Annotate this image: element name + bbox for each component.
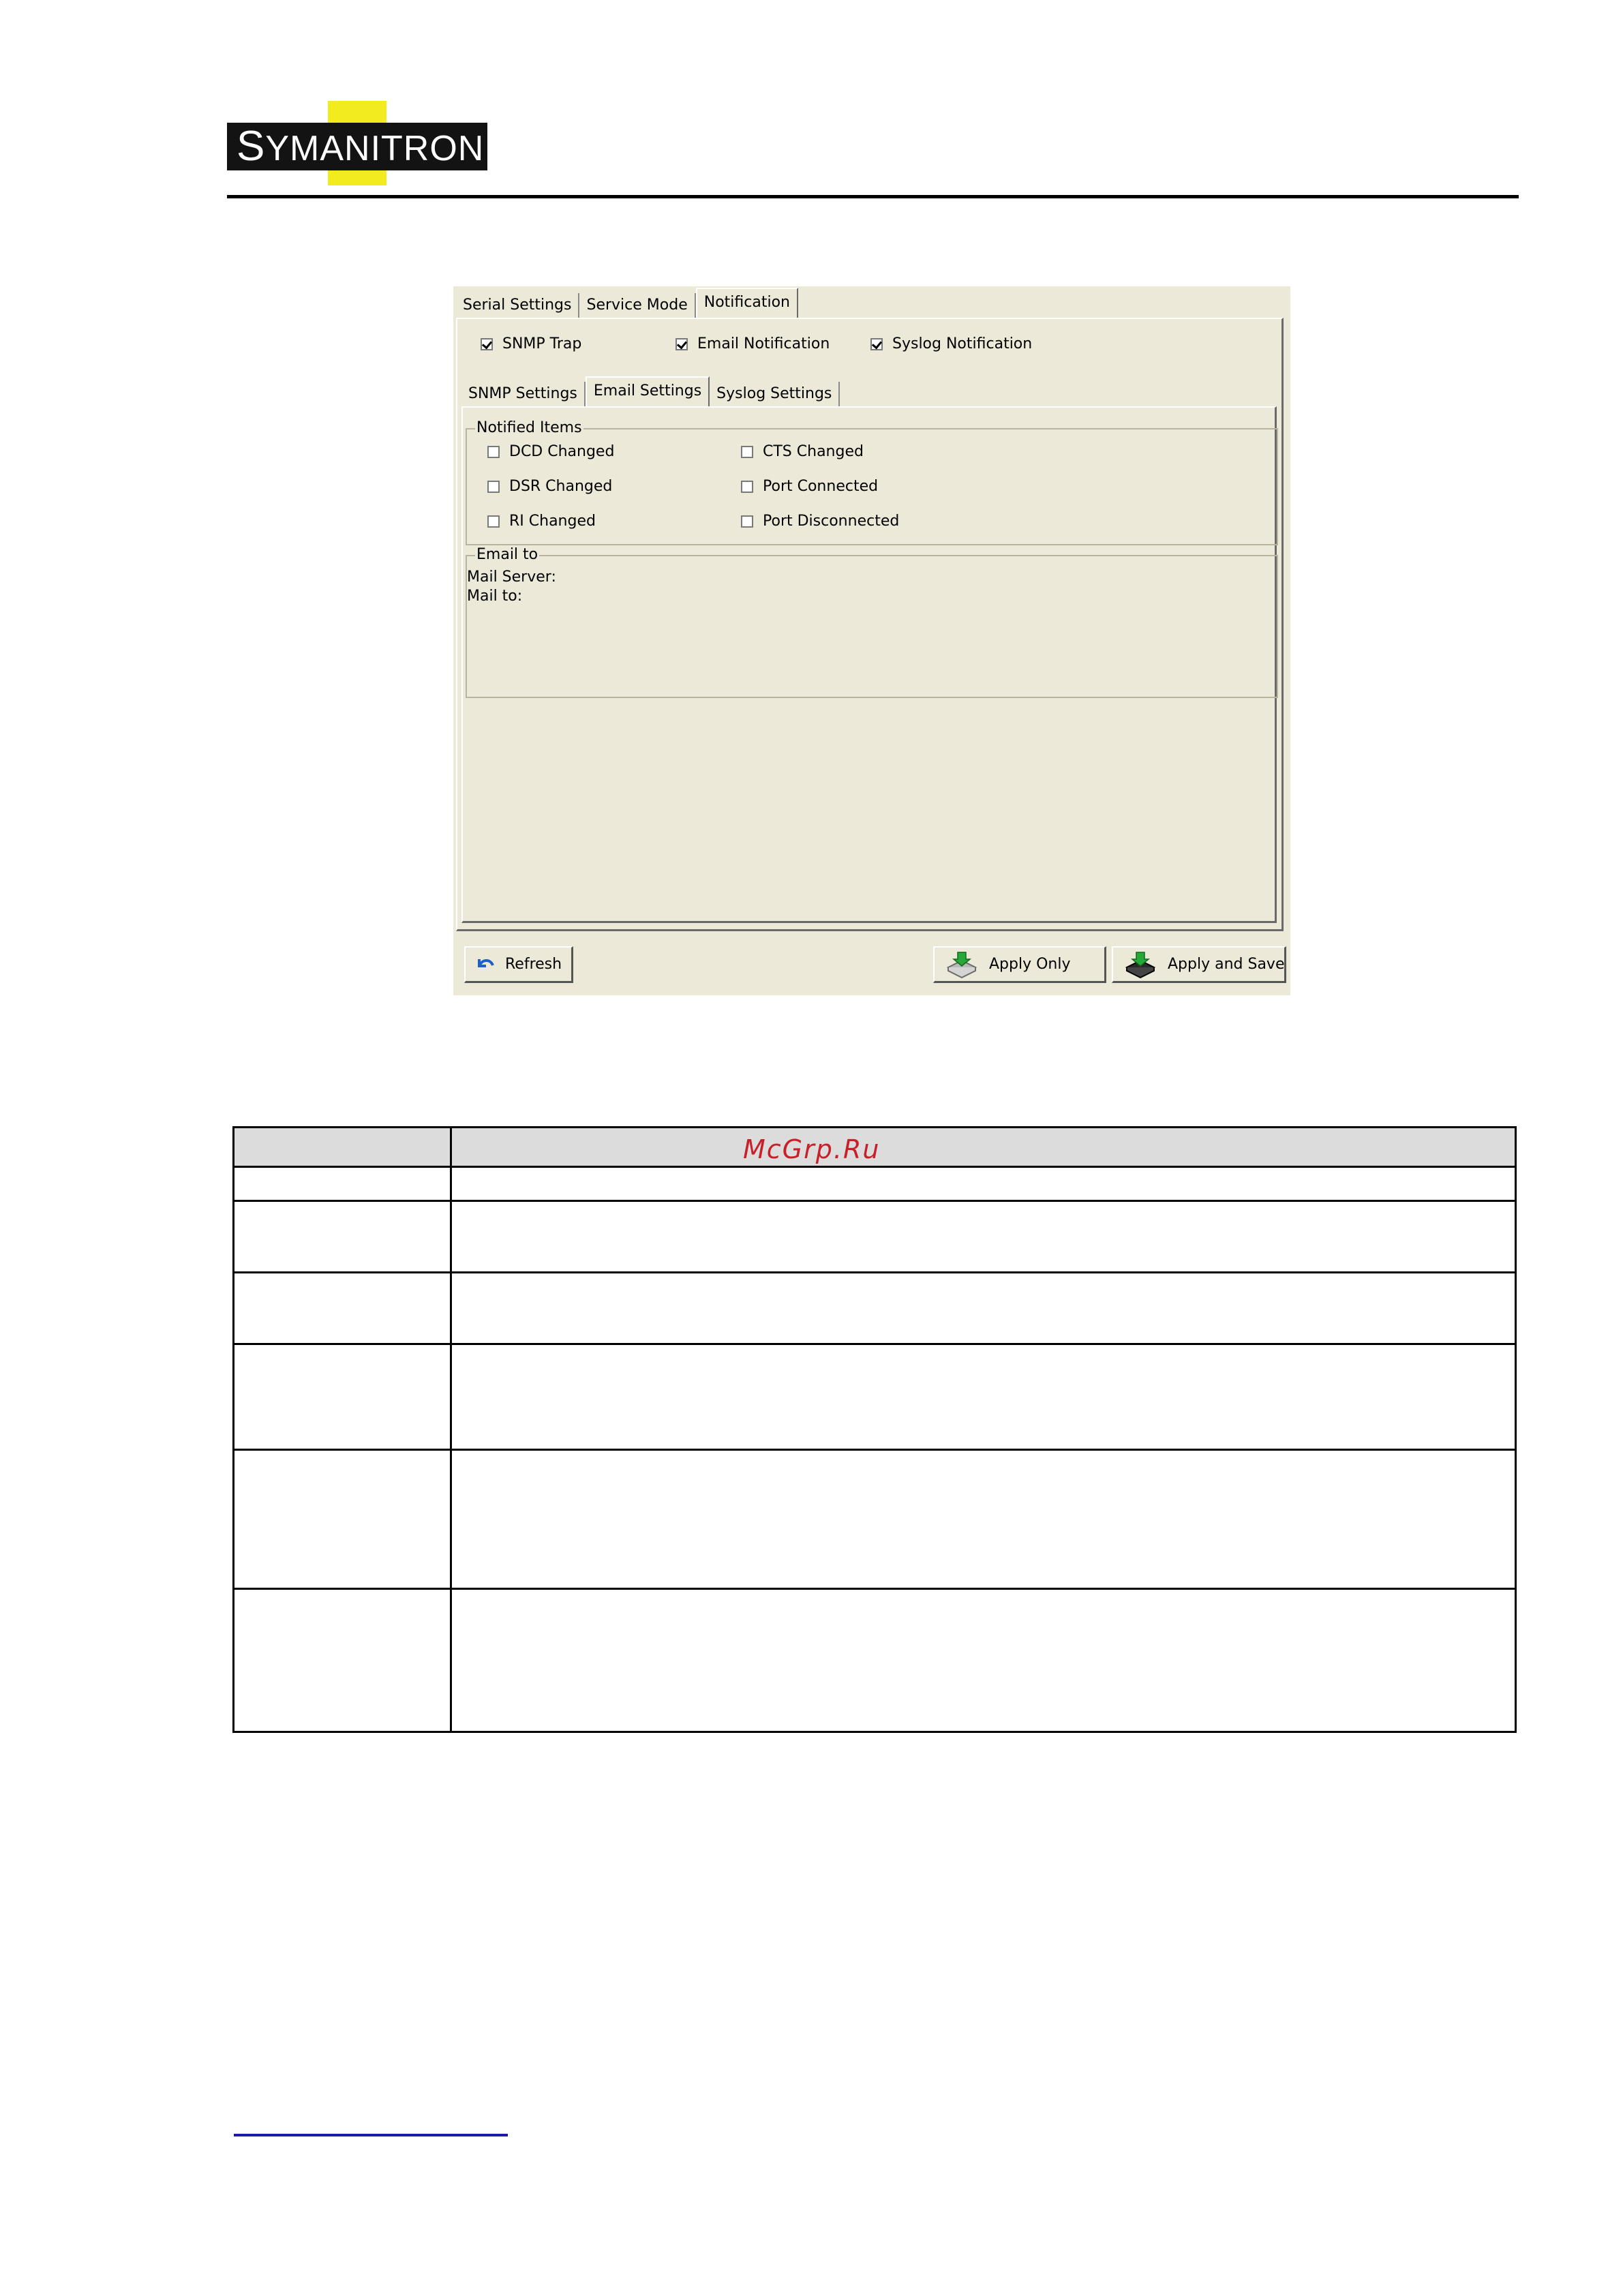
table-row-divider: [234, 1271, 1515, 1273]
email-notification-checkbox[interactable]: Email Notification: [676, 335, 830, 352]
apply-disk-icon: [944, 950, 980, 980]
checkbox-checked-icon: [870, 338, 883, 350]
top-tab-strip: [456, 289, 798, 318]
snmp-trap-checkbox[interactable]: SNMP Trap: [481, 335, 581, 352]
footer-link-underline[interactable]: [234, 2134, 508, 2136]
tab-syslog-settings[interactable]: Syslog Settings: [710, 382, 840, 406]
mail-to-label: Mail to:: [467, 588, 523, 605]
table-row-divider: [234, 1449, 1515, 1451]
refresh-button[interactable]: Refresh: [464, 946, 573, 983]
table-column-divider: [450, 1128, 452, 1731]
logo-yellow-top: [328, 101, 386, 123]
checkbox-icon: [741, 446, 753, 458]
watermark: McGrp.Ru: [743, 1134, 881, 1164]
company-logo: [227, 101, 487, 185]
port-connected-checkbox[interactable]: Port Connected: [741, 478, 878, 495]
description-table: [232, 1126, 1517, 1733]
email-to-group: [466, 546, 1278, 698]
checkbox-icon: [487, 481, 500, 493]
refresh-icon: [475, 956, 496, 973]
checkbox-icon: [487, 515, 500, 528]
notified-items-legend: Notified Items: [476, 419, 582, 436]
tab-snmp-settings[interactable]: SNMP Settings: [461, 382, 586, 406]
port-disconnected-checkbox[interactable]: Port Disconnected: [741, 513, 899, 530]
email-to-legend: Email to: [476, 546, 539, 563]
syslog-notification-checkbox[interactable]: Syslog Notification: [870, 335, 1032, 352]
apply-only-button[interactable]: Apply Only: [933, 946, 1106, 983]
apply-and-save-button[interactable]: Apply and Save: [1112, 946, 1286, 983]
logo-yellow-bottom: [328, 170, 386, 185]
logo-wordmark: SYMANITRON: [237, 123, 485, 170]
checkbox-icon: [741, 481, 753, 493]
table-row-divider: [234, 1588, 1515, 1590]
dsr-changed-checkbox[interactable]: DSR Changed: [487, 478, 612, 495]
tab-service-mode[interactable]: Service Mode: [579, 293, 695, 318]
checkbox-icon: [487, 446, 500, 458]
cts-changed-checkbox[interactable]: CTS Changed: [741, 443, 864, 460]
checkbox-icon: [741, 515, 753, 528]
header-rule: [227, 195, 1519, 198]
table-row-divider: [234, 1343, 1515, 1345]
notification-dialog: [453, 286, 1290, 995]
save-disk-icon: [1123, 950, 1158, 980]
dcd-changed-checkbox[interactable]: DCD Changed: [487, 443, 614, 460]
tab-serial-settings[interactable]: Serial Settings: [456, 293, 579, 318]
table-row-divider: [234, 1200, 1515, 1202]
tab-notification[interactable]: Notification: [696, 288, 798, 318]
tab-email-settings[interactable]: Email Settings: [586, 376, 710, 406]
ri-changed-checkbox[interactable]: RI Changed: [487, 513, 596, 530]
mail-server-label: Mail Server:: [467, 569, 556, 586]
checkbox-checked-icon: [481, 338, 493, 350]
inner-tab-strip: [461, 379, 840, 406]
checkbox-checked-icon: [676, 338, 688, 350]
